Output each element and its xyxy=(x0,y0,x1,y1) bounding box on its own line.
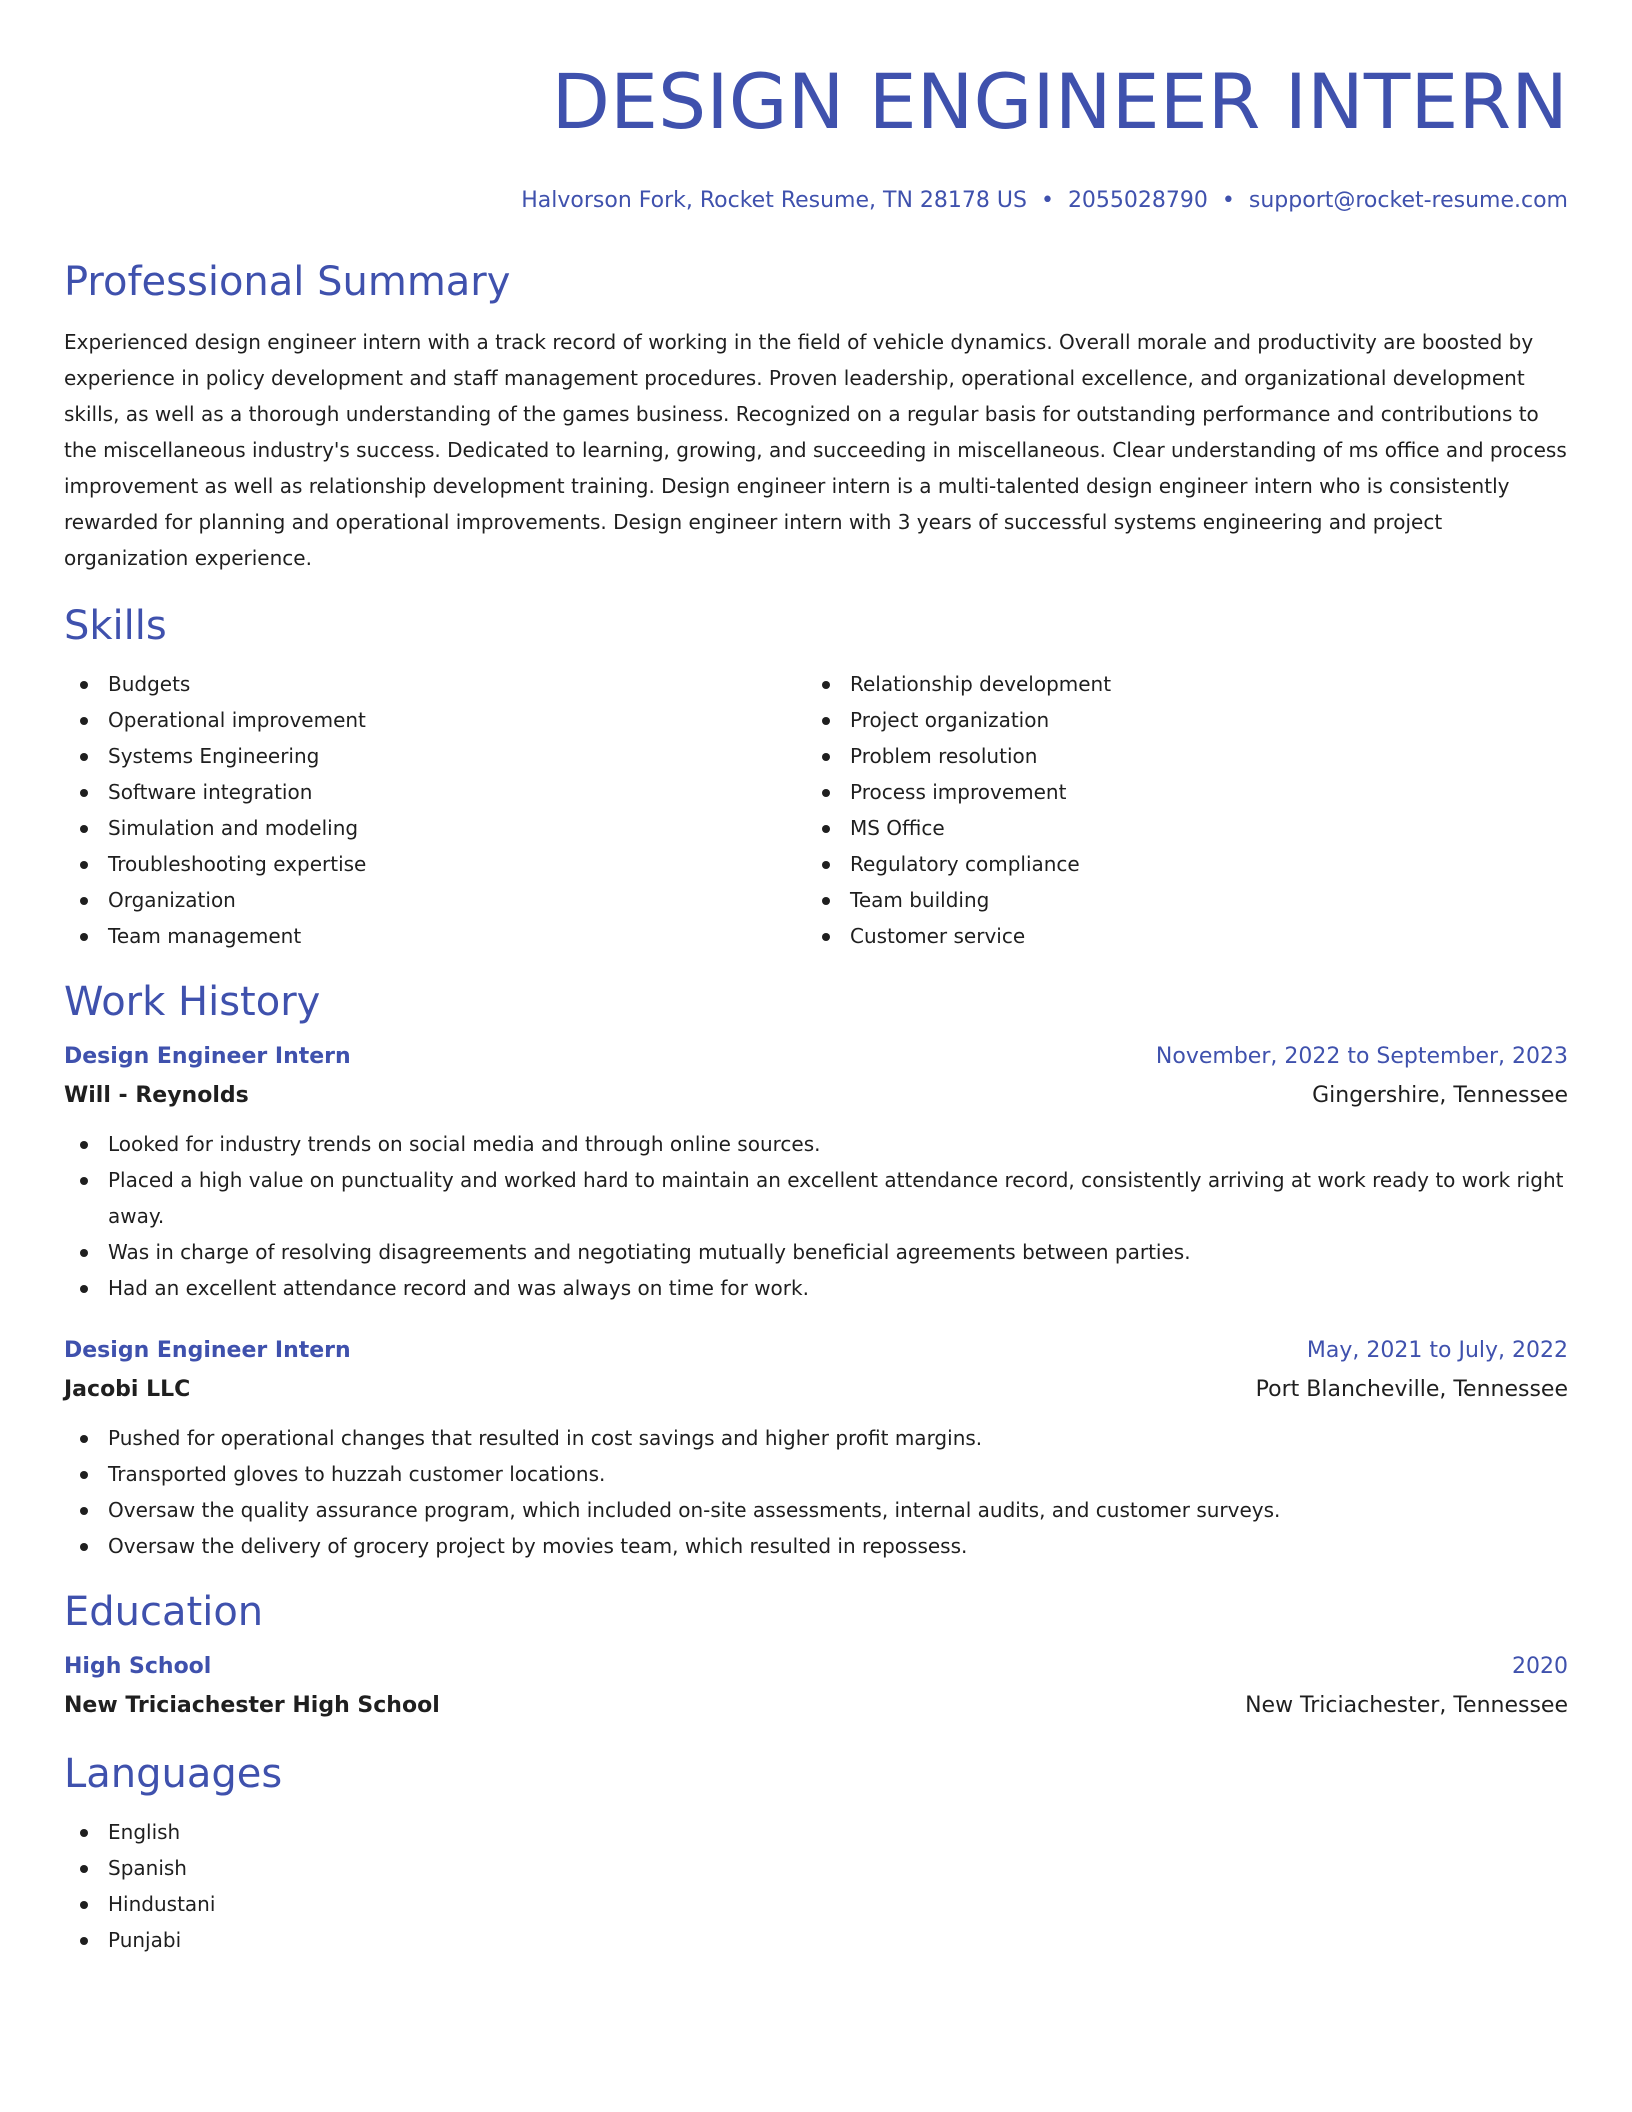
skill-item: MS Office xyxy=(850,810,1548,846)
skills-column-right xyxy=(806,666,1548,954)
resume-name: DESIGN ENGINEER INTERN xyxy=(551,57,1568,146)
skill-item: Budgets xyxy=(108,666,806,702)
skills-list-left xyxy=(64,666,806,954)
skill-item: Project organization xyxy=(850,702,1548,738)
contact-line xyxy=(64,186,1568,216)
job-header-row xyxy=(64,1332,1568,1370)
job-header-row xyxy=(64,1038,1568,1076)
language-item: English xyxy=(108,1814,1568,1850)
skills-heading: Skills xyxy=(64,603,167,649)
job-entry xyxy=(64,1332,1568,1564)
language-item: Hindustani xyxy=(108,1886,1568,1922)
job-company-row xyxy=(64,1370,1568,1410)
contact-separator: • xyxy=(1040,188,1054,213)
language-item: Punjabi xyxy=(108,1922,1568,1958)
skill-item: Organization xyxy=(108,882,806,918)
job-bullet: Oversaw the quality assurance program, which included on-site assessments, internal audits, and customer surveys. xyxy=(108,1492,1568,1528)
job-bullet: Transported gloves to huzzah customer locations. xyxy=(108,1456,1568,1492)
skill-item: Software integration xyxy=(108,774,806,810)
job-location: Gingershire, Tennessee xyxy=(1312,1083,1568,1108)
job-bullet: Placed a high value on punctuality and worked hard to maintain an excellent attendance record, consistently arriving at work ready to work right away. xyxy=(108,1162,1568,1234)
education-section xyxy=(64,1588,1568,1726)
job-bullets xyxy=(64,1126,1568,1306)
skills-grid xyxy=(64,666,1568,954)
education-year: 2020 xyxy=(1512,1654,1568,1679)
skill-item: Team building xyxy=(850,882,1548,918)
job-location: Port Blancheville, Tennessee xyxy=(1255,1377,1568,1402)
education-school-row xyxy=(64,1686,1568,1726)
language-item: Spanish xyxy=(108,1850,1568,1886)
languages-section xyxy=(64,1750,1568,1958)
languages-list xyxy=(64,1814,1568,1958)
job-title: Design Engineer Intern xyxy=(64,1044,351,1069)
skills-list-right xyxy=(806,666,1548,954)
skill-item: Team management xyxy=(108,918,806,954)
contact-separator: • xyxy=(1221,188,1235,213)
skills-section xyxy=(64,602,1568,954)
skill-item: Customer service xyxy=(850,918,1548,954)
contact-email[interactable]: support@rocket-resume.com xyxy=(1248,188,1568,213)
education-location: New Triciachester, Tennessee xyxy=(1245,1693,1568,1718)
education-header-row xyxy=(64,1648,1568,1686)
job-dates: May, 2021 to July, 2022 xyxy=(1306,1338,1568,1363)
skill-item: Problem resolution xyxy=(850,738,1548,774)
job-title: Design Engineer Intern xyxy=(64,1338,351,1363)
skill-item: Relationship development xyxy=(850,666,1548,702)
work-history-section xyxy=(64,978,1568,1564)
job-bullet: Oversaw the delivery of grocery project by movies team, which resulted in repossess. xyxy=(108,1528,1568,1564)
contact-address: Halvorson Fork, Rocket Resume, TN 28178 US xyxy=(521,188,1027,213)
skill-item: Operational improvement xyxy=(108,702,806,738)
job-dates: November, 2022 to September, 2023 xyxy=(1155,1044,1568,1069)
job-bullets xyxy=(64,1420,1568,1564)
education-degree: High School xyxy=(64,1654,212,1679)
resume-page xyxy=(64,0,1568,1958)
skill-item: Simulation and modeling xyxy=(108,810,806,846)
skill-item: Regulatory compliance xyxy=(850,846,1548,882)
contact-phone[interactable]: 2055028790 xyxy=(1067,188,1208,213)
education-heading: Education xyxy=(64,1589,264,1635)
skill-item: Systems Engineering xyxy=(108,738,806,774)
skill-item: Process improvement xyxy=(850,774,1548,810)
education-entry xyxy=(64,1648,1568,1726)
job-bullet: Had an excellent attendance record and was always on time for work. xyxy=(108,1270,1568,1306)
job-company: Will - Reynolds xyxy=(64,1083,249,1108)
job-bullet: Was in charge of resolving disagreements and negotiating mutually beneficial agreements between parties. xyxy=(108,1234,1568,1270)
languages-heading: Languages xyxy=(64,1751,283,1797)
job-bullet: Pushed for operational changes that resulted in cost savings and higher profit margins. xyxy=(108,1420,1568,1456)
education-school: New Triciachester High School xyxy=(64,1693,440,1718)
skill-item: Troubleshooting expertise xyxy=(108,846,806,882)
summary-text: Experienced design engineer intern with a track record of working in the field of vehicle dynamics. Overall morale and productivity are boosted by experience in policy development and staff management procedures. Proven leadership, operational excellence, and organizational development skills, as well as a thorough understanding of the games business. Recognized on a regular basis for outstanding performance and contributions to the miscellaneous industry's success. Dedicated to learning, growing, and succeeding in miscellaneous. Clear understanding of ms office and process improvement as well as relationship development training. Design engineer intern is a multi-talented design engineer intern who is consistently rewarded for planning and operational improvements. Design engineer intern with 3 years of successful systems engineering and project organization experience. xyxy=(64,330,1567,570)
summary-heading: Professional Summary xyxy=(64,259,511,305)
job-company-row xyxy=(64,1076,1568,1116)
job-bullet: Looked for industry trends on social media and through online sources. xyxy=(108,1126,1568,1162)
job-entry xyxy=(64,1038,1568,1306)
skills-column-left xyxy=(64,666,806,954)
work-history-heading: Work History xyxy=(64,979,321,1025)
summary-section xyxy=(64,258,1568,576)
job-company: Jacobi LLC xyxy=(64,1377,191,1402)
